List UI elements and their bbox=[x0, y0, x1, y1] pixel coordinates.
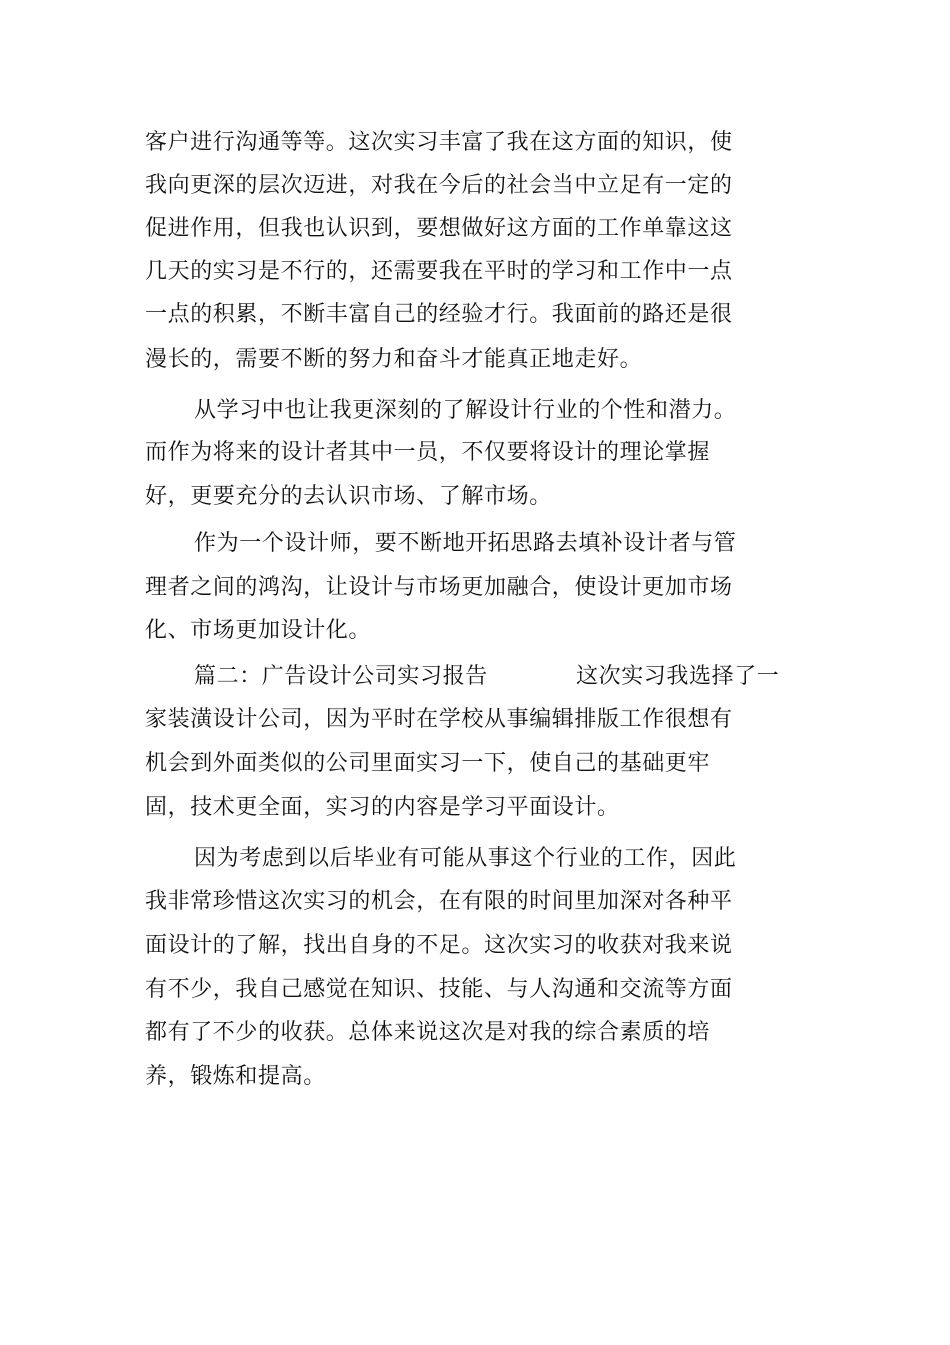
text-line: 好，更要充分的去认识市场、了解市场。 bbox=[145, 484, 552, 509]
paragraph-start-line: 作为一个设计师，要不断地开拓思路去填补设计者与管 bbox=[194, 531, 737, 556]
text-line: 漫长的，需要不断的努力和奋斗才能真正地走好。 bbox=[145, 347, 643, 372]
text-line: 而作为将来的设计者其中一员，不仅要将设计的理论掌握 bbox=[145, 440, 711, 465]
text-line: 固，技术更全面，实习的内容是学习平面设计。 bbox=[145, 795, 620, 820]
text-line: 促进作用，但我也认识到，要想做好这方面的工作单靠这这 bbox=[145, 216, 733, 241]
text-line: 面设计的了解，找出自身的不足。这次实习的收获对我来说 bbox=[145, 933, 733, 958]
paragraph-start-line: 因为考虑到以后毕业有可能从事这个行业的工作，因此 bbox=[194, 846, 737, 871]
text-line: 我向更深的层次迈进，对我在今后的社会当中立足有一定的 bbox=[145, 173, 733, 198]
text-line: 几天的实习是不行的，还需要我在平时的学习和工作中一点 bbox=[145, 259, 733, 284]
text-line: 一点的积累，不断丰富自己的经验才行。我面前的路还是很 bbox=[145, 302, 733, 327]
text-line: 我非常珍惜这次实习的机会，在有限的时间里加深对各种平 bbox=[145, 889, 733, 914]
section-title-line: 篇二：广告设计公司实习报告 bbox=[194, 664, 488, 689]
paragraph-start-line: 从学习中也让我更深刻的了解设计行业的个性和潜力。 bbox=[194, 398, 737, 423]
text-line: 化、市场更加设计化。 bbox=[145, 618, 372, 643]
text-line: 机会到外面类似的公司里面实习一下，使自己的基础更牢 bbox=[145, 751, 711, 776]
text-line: 这次实习我选择了一 bbox=[576, 664, 780, 689]
text-line: 理者之间的鸿沟，让设计与市场更加融合，使设计更加市场 bbox=[145, 575, 733, 600]
text-line: 有不少，我自己感觉在知识、技能、与人沟通和交流等方面 bbox=[145, 977, 733, 1002]
text-line: 都有了不少的收获。总体来说这次是对我的综合素质的培 bbox=[145, 1020, 711, 1045]
text-line: 养，锻炼和提高。 bbox=[145, 1064, 326, 1089]
text-line: 家装潢设计公司，因为平时在学校从事编辑排版工作很想有 bbox=[145, 707, 733, 732]
text-line: 客户进行沟通等等。这次实习丰富了我在这方面的知识，使 bbox=[145, 130, 733, 155]
